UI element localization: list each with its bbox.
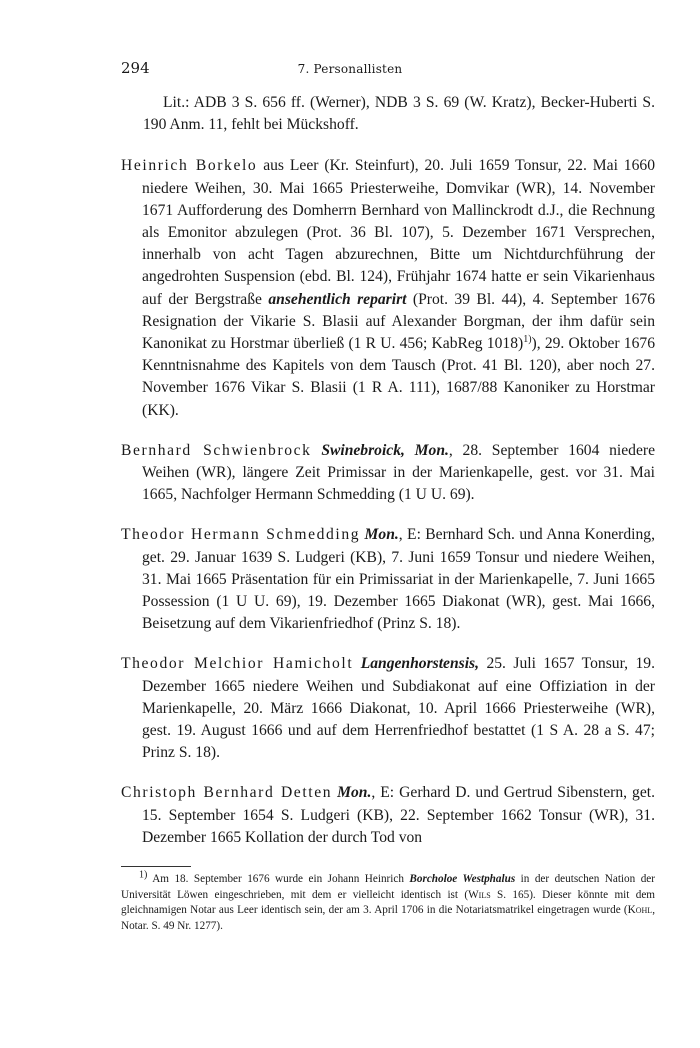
entry-name: Theodor Hermann Schmedding [121, 526, 361, 544]
page-number: 294 [121, 59, 150, 77]
footnote-author: Kohl [627, 904, 653, 917]
entry-name: Theodor Melchior Hamicholt [121, 655, 354, 673]
page-body [121, 92, 655, 867]
entry-hamicholt [121, 653, 655, 764]
entry-text: ), 29. Oktober 1676 Kenntnisnahme des Kapitels von dem Tausch (Prot. 41 Bl. 120), aber noch 27. November 1676 Vikar S. Blasii (1 R A. 111), 1687/88 Kanoniker zu Horstmar (KK). [142, 335, 655, 419]
entry-name: Heinrich Borkelo [121, 157, 258, 175]
entry-italic: Swinebroick, Mon. [321, 441, 449, 459]
entry-text: , E: Gerhard D. und Gertrud Sibenstern, get. 15. September 1654 S. Ludgeri (KB), 22. September 1662 Tonsur (WR), 31. Dezember 1665 Kollation der durch Tod von [142, 784, 655, 846]
entry-italic: Mon. [364, 526, 399, 544]
footnote: 1) Am 18. September 1676 wurde ein Johann Heinrich Borcholoe Westphalus in der deutschen Nation der Universität Löwen eingeschrieben, mit dem er vielleicht identisch ist (Wils S. 165). Dieser könnte mit dem gleichnamigen Notar aus Leer identisch sein, der am 3. April 1706 in die Notariatsmatrikel eingetragen wurde (Kohl, Notar. S. 49 Nr. 1277). [121, 869, 655, 932]
entry-text: (Prot. 39 Bl. 44), 4. September 1676 Resignation der Vikarie S. Blasii auf Alexander Borgman, der ihm dafür sein Kanonikat zu Horstmar überließ (1 R U. 456; KabReg 1018) [142, 290, 655, 353]
footnote-marker: 1) [139, 869, 148, 881]
entry-italic: ansehentlich reparirt [268, 290, 407, 308]
entry-text: , E: Bernhard Sch. und Anna Konerding, get. 29. Januar 1639 S. Ludgeri (KB), 7. Juni 1659 Tonsur und niedere Weihen, 31. Mai 1665 Präsentation für ein Primissariat in der Marienkapelle, 7. Juni 1665 Possession (1 U U. 69), 19. Dezember 1665 Diakonat (WR), gest. Mai 1666, Beisetzung auf dem Vikarienfriedhof (Prinz S. 18). [142, 526, 655, 633]
footnote-italic: Borcholoe Westphalus [409, 873, 516, 885]
entry-text: , 28. September 1604 niedere Weihen (WR), längere Zeit Primissar in der Marienkapelle, gest. vor 31. Mai 1665, Nachfolger Hermann Schmedding (1 U U. 69). [142, 441, 655, 504]
entry-schwienbrock [121, 440, 655, 507]
literature-paragraph [121, 92, 655, 136]
footnote-author: Wils [468, 888, 491, 901]
entry-borkelo [121, 155, 655, 421]
separator-mark [416, 688, 426, 689]
footnote-reference[interactable]: 1) [523, 333, 532, 345]
entry-text: aus Leer (Kr. Steinfurt), 20. Juli 1659 Tonsur, 22. Mai 1660 niedere Weihen, 30. Mai 1665 Priesterweihe, Domvikar (WR), 14. November 1671 Aufforderung des Domherrn Bernhard von Mallinckrodt d.J., die Rechnung als Emonitor abzulegen (Prot. 36 Bl. 107), 5. Dezember 1671 Versprechen, innerhalb von acht Tagen abzurechnen, Bitte um Nichtdurchführung der angedrohten Suspension (ebd. Bl. 124), Frühjahr 1674 hatte er sein Vikarienhaus auf der Bergstraße [142, 157, 655, 308]
entry-name: Christoph Bernhard Detten [121, 784, 333, 802]
entry-text: 25. Juli 1657 Tonsur, 19. Dezember 1665 niedere Weihen und Subdiakonat auf eine Offiziation in der Marienkapelle, 20. März 1666 Diakonat, 10. April 1666 Priesterweihe (WR), gest. 19. August 1666 und auf dem Herrenfriedhof bestattet (1 S A. 28 a S. 47; Prinz S. 18). [142, 655, 655, 762]
running-title: 7. Personallisten [297, 62, 403, 76]
footnote-rule [121, 866, 191, 867]
entry-detten [121, 782, 655, 849]
entry-schmedding [121, 524, 655, 635]
literature-text: Lit.: ADB 3 S. 656 ff. (Werner), NDB 3 S. 69 (W. Kratz), Becker-Huberti S. 190 Anm. 11, fehlt bei Mückshoff. [143, 94, 655, 134]
entry-name: Bernhard Schwienbrock [121, 441, 312, 459]
entry-italic: Langenhorstensis, [360, 655, 480, 673]
entry-italic: Mon. [337, 784, 372, 802]
